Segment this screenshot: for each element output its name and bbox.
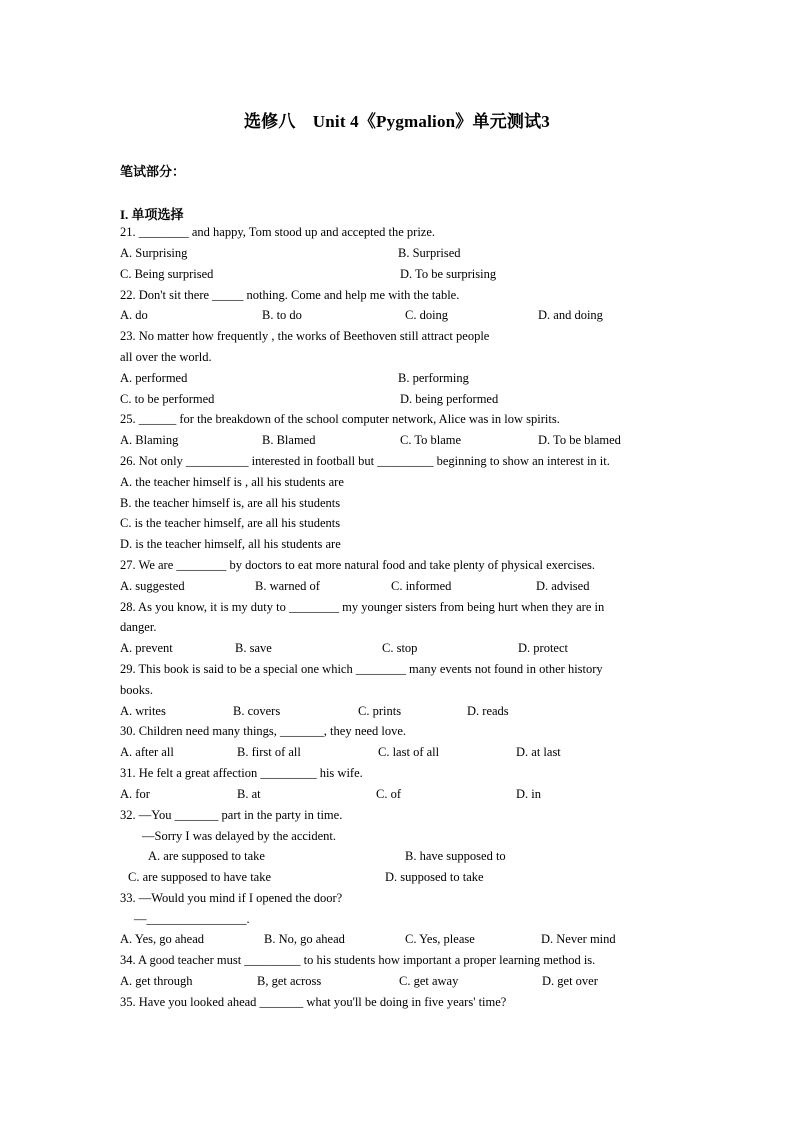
question-stem: 35. Have you looked ahead _______ what you'll be doing in five years' time? (120, 995, 507, 1009)
option-d: D. advised (536, 579, 590, 593)
option-b: B. save (235, 641, 272, 655)
option-b: B. Surprised (398, 246, 461, 260)
section-heading-single-choice: I. 单项选择 (120, 207, 184, 222)
option-a: A. writes (120, 704, 166, 718)
option-d: D. at last (516, 745, 561, 759)
dialogue-reply: —________________. (134, 912, 250, 926)
option-c: C. stop (382, 641, 418, 655)
option-a: A. after all (120, 745, 174, 759)
option-a: A. Yes, go ahead (120, 932, 205, 946)
option-a: A. performed (120, 371, 188, 385)
option-a: A. for (120, 787, 150, 801)
page-title: 选修八 Unit 4《Pygmalion》单元测试3 (243, 112, 550, 131)
option-b: B. have supposed to (405, 849, 506, 863)
question-stem: 28. As you know, it is my duty to ________ my younger sisters from being hurt when they are in (120, 600, 605, 614)
section-heading-written: 笔试部分： (120, 164, 186, 179)
option-d: D. in (516, 787, 541, 801)
option-d: D. being performed (400, 392, 499, 406)
option-b: B. performing (398, 371, 469, 385)
option-b: B. to do (262, 308, 302, 322)
question-stem-continued: books. (120, 683, 153, 697)
option-b: B. Blamed (262, 433, 316, 447)
option-c: C. prints (358, 704, 402, 718)
option-c: C. Yes, please (405, 932, 475, 946)
question-stem: 30. Children need many things, _______, they need love. (120, 724, 407, 738)
question-stem: 26. Not only __________ interested in football but _________ beginning to show an interest in it. (120, 454, 610, 468)
option-c: C. doing (405, 308, 449, 322)
question-stem: 34. A good teacher must _________ to his students how important a proper learning method is. (120, 953, 596, 967)
option-a: A. are supposed to take (148, 849, 265, 863)
option-c: C. To blame (400, 433, 462, 447)
question-stem: 23. No matter how frequently , the works of Beethoven still attract people (120, 329, 490, 343)
option-c: C. of (376, 787, 401, 801)
option-d: D. To be surprising (400, 267, 497, 281)
option-c: C. is the teacher himself, are all his students (120, 516, 341, 530)
option-a: A. the teacher himself is , all his students are (120, 475, 344, 489)
option-a: A. suggested (120, 579, 185, 593)
option-d: D. protect (518, 641, 568, 655)
question-stem: 32. —You _______ part in the party in time. (120, 808, 343, 822)
option-a: A. Surprising (120, 246, 188, 260)
option-b: B. No, go ahead (264, 932, 345, 946)
question-stem: 21. ________ and happy, Tom stood up and accepted the prize. (120, 225, 436, 239)
question-stem-continued: danger. (120, 620, 157, 634)
option-c: C. last of all (378, 745, 440, 759)
option-a: A. Blaming (120, 433, 179, 447)
option-d: D. and doing (538, 308, 603, 322)
option-b: B, get across (257, 974, 322, 988)
option-d: D. is the teacher himself, all his students are (120, 537, 341, 551)
option-d: D. Never mind (541, 932, 616, 946)
option-c: C. informed (391, 579, 452, 593)
option-b: B. first of all (237, 745, 301, 759)
option-b: B. at (237, 787, 261, 801)
option-a: A. do (120, 308, 148, 322)
option-b: B. warned of (255, 579, 320, 593)
question-stem: 33. —Would you mind if I opened the door? (120, 891, 343, 905)
option-b: B. the teacher himself is, are all his students (120, 496, 341, 510)
question-stem: 25. ______ for the breakdown of the school computer network, Alice was in low spirits. (120, 412, 560, 426)
dialogue-reply: —Sorry I was delayed by the accident. (142, 829, 337, 843)
option-b: B. covers (233, 704, 281, 718)
option-d: D. To be blamed (538, 433, 621, 447)
question-stem: 29. This book is said to be a special one which ________ many events not found in other history (120, 662, 603, 676)
question-stem: 27. We are ________ by doctors to eat more natural food and take plenty of physical exercises. (120, 558, 596, 572)
option-c: C. get away (399, 974, 459, 988)
option-a: A. prevent (120, 641, 173, 655)
option-c: C. Being surprised (120, 267, 214, 281)
question-stem: 22. Don't sit there _____ nothing. Come and help me with the table. (120, 288, 460, 302)
option-c: C. are supposed to have take (128, 870, 272, 884)
option-c: C. to be performed (120, 392, 215, 406)
question-stem: 31. He felt a great affection _________ his wife. (120, 766, 363, 780)
option-d: D. get over (542, 974, 598, 988)
option-a: A. get through (120, 974, 193, 988)
option-d: D. reads (467, 704, 509, 718)
option-d: D. supposed to take (385, 870, 484, 884)
question-stem-continued: all over the world. (120, 350, 212, 364)
